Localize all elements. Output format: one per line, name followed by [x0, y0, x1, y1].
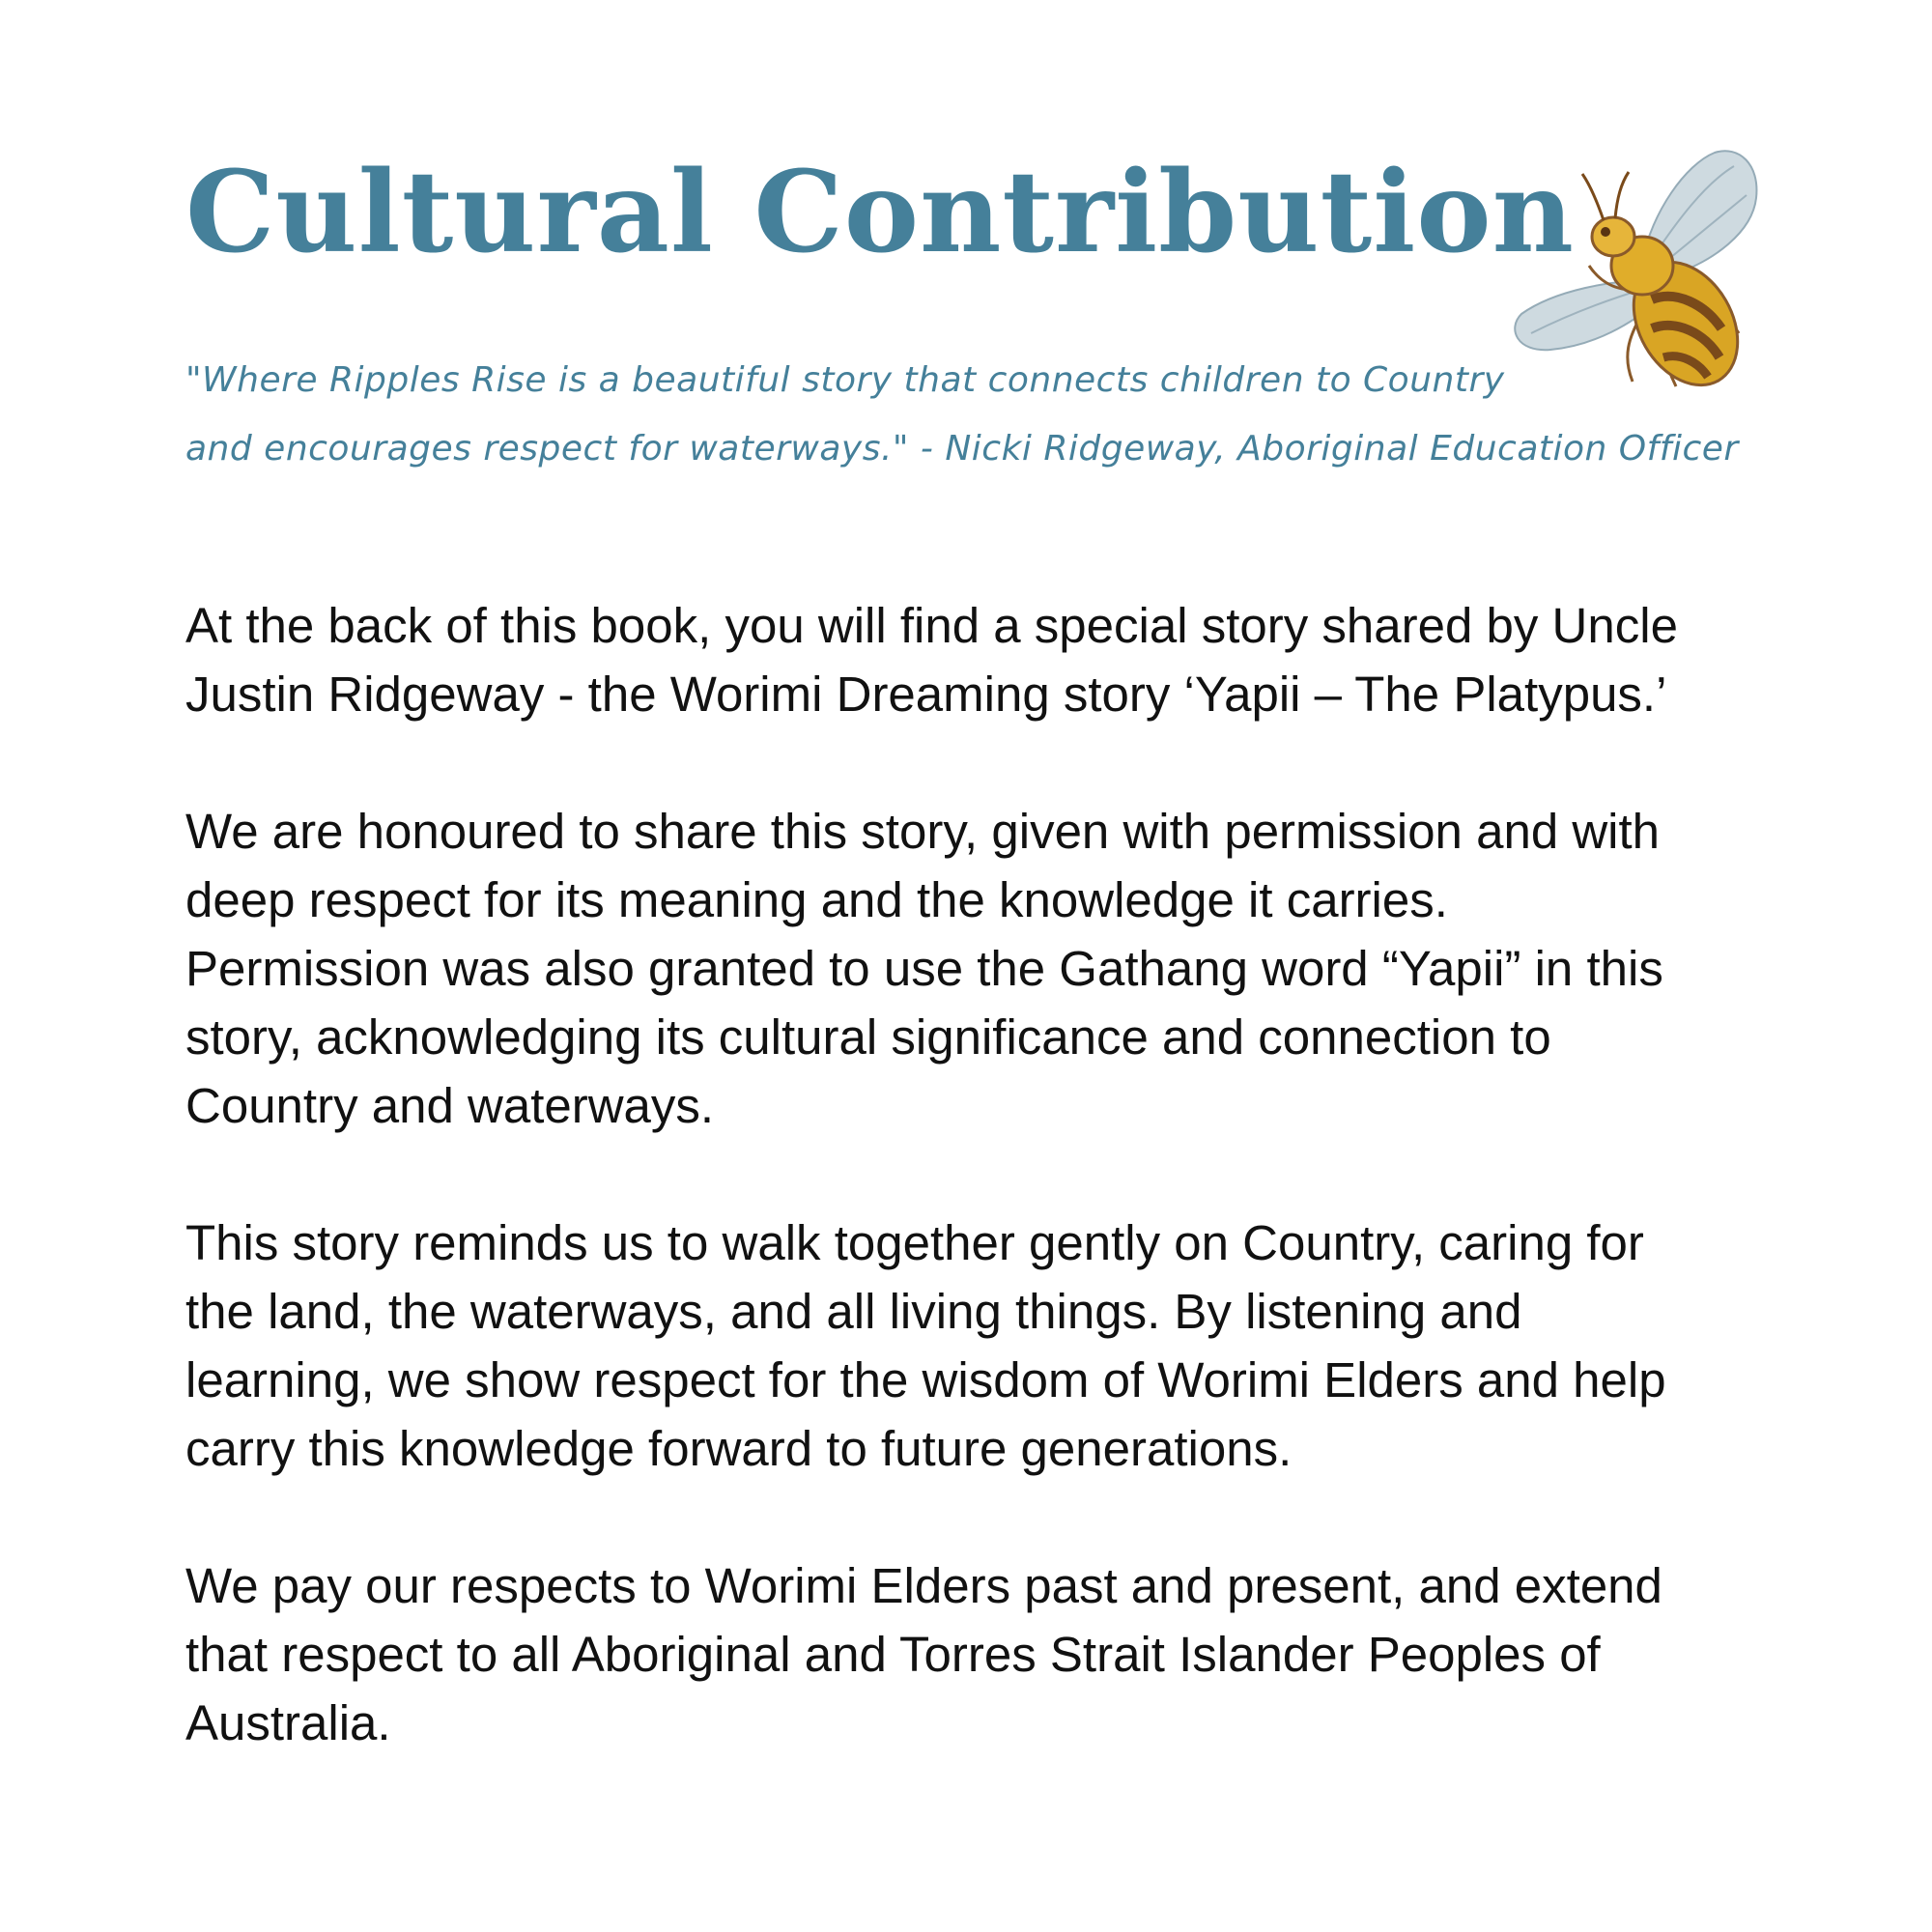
quote-line: and encourages respect for waterways." - Nicki Ridgeway, Aboriginal Education Officer [185, 429, 1739, 469]
paragraph-line: story, acknowledging its cultural significance and connection to [185, 1009, 1551, 1065]
testimonial-quote [185, 346, 1739, 483]
bee-head [1592, 217, 1634, 256]
paragraph-permission [185, 797, 1789, 1140]
paragraph-line: learning, we show respect for the wisdom of Worimi Elders and help [185, 1352, 1666, 1407]
paragraph-line: Country and waterways. [185, 1078, 715, 1133]
paragraph-intro [185, 591, 1789, 728]
paragraph-line: Permission was also granted to use the Gathang word “Yapii” in this [185, 941, 1663, 996]
page-title: Cultural Contribution [185, 147, 1575, 278]
paragraph-line: the land, the waterways, and all living things. By listening and [185, 1284, 1522, 1339]
paragraph-line: We are honoured to share this story, given with permission and with [185, 804, 1661, 859]
paragraph-line: deep respect for its meaning and the knowledge it carries. [185, 872, 1448, 927]
paragraph-line: We pay our respects to Worimi Elders past and present, and extend [185, 1558, 1662, 1613]
paragraph-line: This story reminds us to walk together gently on Country, caring for [185, 1215, 1644, 1270]
paragraph-line: carry this knowledge forward to future generations. [185, 1421, 1293, 1476]
paragraph-acknowledgement [185, 1551, 1789, 1757]
paragraph-line: that respect to all Aboriginal and Torres Strait Islander Peoples of [185, 1627, 1601, 1682]
paragraph-line: Australia. [185, 1695, 391, 1750]
quote-line: "Where Ripples Rise is a beautiful story that connects children to Country [185, 360, 1505, 400]
paragraph-line: Justin Ridgeway - the Worimi Dreaming story ‘Yapii – The Platypus.’ [185, 667, 1667, 722]
body-text [185, 591, 1789, 1826]
paragraph-country [185, 1208, 1789, 1483]
paragraph-line: At the back of this book, you will find a special story shared by Uncle [185, 598, 1678, 653]
